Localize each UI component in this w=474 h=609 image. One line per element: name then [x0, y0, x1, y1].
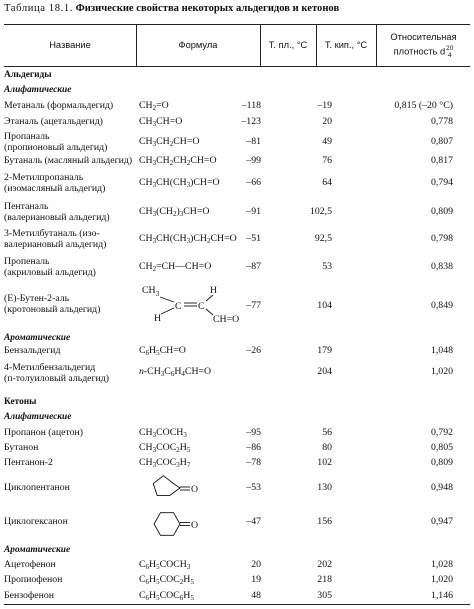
molecular-formula	[139, 116, 182, 127]
formula-part: )CH	[190, 233, 207, 244]
molecular-formula	[139, 233, 237, 244]
oxygen-label: O	[191, 484, 199, 495]
melting-point: –95	[246, 427, 261, 438]
compound-name-line: Этаналь (ацетальдегид)	[4, 116, 103, 127]
formula-subscript: 6	[145, 349, 150, 357]
boiling-point: 92,5	[314, 233, 332, 244]
relative-density: 0,778	[430, 116, 453, 127]
formula-subscript: 3	[179, 210, 184, 218]
formula-part: H	[174, 366, 182, 377]
formula-part: H	[149, 559, 157, 570]
formula-part: H	[183, 590, 191, 601]
formula-part: =CH—CH=O	[156, 261, 212, 272]
carbon-label-left: C	[175, 301, 182, 312]
header-name: Название	[49, 40, 91, 51]
formula-subscript: 5	[156, 594, 160, 602]
methyl-group-label: $CH_3$	[142, 285, 160, 298]
relative-density: 0,809	[430, 457, 453, 468]
relative-density: 0,948	[430, 482, 453, 493]
formula-subscript: 3	[152, 446, 157, 454]
relative-density: 0,807	[430, 136, 453, 147]
formula-part: CH	[139, 233, 153, 244]
molecular-formula	[139, 100, 169, 111]
molecular-formula	[139, 261, 211, 272]
compound-name	[4, 131, 107, 153]
melting-point: –118	[241, 100, 261, 111]
boiling-point: 53	[322, 261, 332, 272]
molecular-formula	[139, 559, 190, 570]
melting-point: –81	[246, 136, 261, 147]
formula-subscript: 3	[152, 461, 157, 469]
compound-name-line: Бензофенон	[4, 590, 55, 601]
formula-subscript: 6	[145, 578, 150, 586]
formula-subscript: 3	[152, 431, 157, 439]
formula-subscript: 7	[186, 461, 191, 469]
formula-part: COC	[159, 590, 180, 601]
melting-point: –77	[246, 300, 261, 311]
formula-subscript: 2	[169, 140, 174, 148]
compound-name	[4, 574, 62, 585]
compound-name	[4, 100, 113, 111]
formula-subscript: 3	[152, 210, 157, 218]
formula-subscript: 5	[156, 349, 160, 357]
compound-name-line: Циклопентанон	[4, 482, 70, 493]
molecular-formula	[139, 155, 217, 166]
formula-subscript: 3	[152, 120, 157, 128]
melting-point: –99	[246, 155, 261, 166]
melting-point: 48	[251, 590, 261, 601]
formula-part: CH=O	[184, 366, 212, 377]
cyclopentane-ring	[153, 476, 180, 496]
formula-subscript: 3	[183, 431, 187, 439]
formula-part: COCH	[156, 427, 184, 438]
boiling-point: 102	[317, 457, 332, 468]
compound-name	[4, 172, 105, 194]
formula-part: )CH=O	[190, 177, 220, 188]
molecular-formula	[139, 136, 199, 147]
formula-part: CH	[139, 427, 153, 438]
compound-name-line: Пропиофенон	[4, 574, 63, 585]
relative-density: 0,794	[430, 177, 453, 188]
cyclohexane-ring	[154, 513, 180, 536]
melting-point: –87	[246, 261, 261, 272]
relative-density: 0,817	[430, 155, 453, 166]
formula-subscript: 3	[152, 181, 157, 189]
formula-part: CH=O	[210, 233, 237, 244]
formula-subscript: 3	[152, 237, 157, 245]
molecular-formula	[139, 442, 190, 453]
boiling-point: 305	[317, 590, 332, 601]
molecular-formula	[139, 366, 211, 377]
header-density-ref: 4	[447, 51, 452, 59]
formula-part: C	[139, 590, 146, 601]
formula-subscript: 2	[176, 446, 180, 454]
relative-density: 0,838	[430, 261, 453, 272]
header-density-line2: плотность d	[393, 46, 446, 57]
formula-subscript: 3	[160, 370, 165, 378]
compound-name	[4, 559, 56, 570]
section-ketones: Кетоны	[4, 397, 37, 407]
aldehyde-group-label: CH=O	[213, 314, 240, 325]
cyclopentanone-structure	[150, 472, 210, 506]
boiling-point: 156	[317, 516, 332, 527]
relative-density: 1,020	[430, 366, 453, 377]
compound-name-line: Бутаналь (масляный альдегид)	[4, 155, 133, 166]
melting-point: –47	[246, 516, 261, 527]
compound-name-line: 4-Метилбензальдегид	[4, 362, 96, 373]
oxygen-label: O	[191, 520, 199, 531]
formula-subscript: 2	[152, 104, 157, 112]
subsection-aromatic-ketones: Ароматические	[4, 545, 71, 555]
formula-subscript: 5	[190, 594, 194, 602]
formula-part: CH	[139, 177, 153, 188]
formula-part: COC	[159, 574, 180, 585]
boiling-point: 20	[322, 116, 332, 127]
compound-name-line: 3-Метилбутаналь (изо-	[4, 228, 100, 239]
table-number: Таблица 18.1.	[4, 3, 73, 14]
formula-subscript: 3	[186, 181, 191, 189]
header-density-line1: Относительная	[390, 32, 457, 43]
formula-subscript: 4	[181, 370, 185, 378]
formula-part: CH=O	[159, 345, 186, 356]
relative-density: 0,947	[430, 516, 453, 527]
header-boiling-point: Т. кип., °С	[324, 40, 368, 51]
formula-subscript: 3	[152, 140, 157, 148]
formula-part: CH(CH	[156, 233, 187, 244]
compound-name-line: (пропионовый альдегид)	[4, 142, 108, 153]
compound-name	[4, 590, 54, 601]
formula-part: H	[179, 442, 187, 453]
compound-name-line: (E)-Бутен-2-аль	[4, 293, 70, 304]
formula-subscript: 3	[152, 159, 157, 167]
formula-part: CH	[173, 155, 187, 166]
boiling-point: 56	[322, 427, 332, 438]
compound-name-line: Бензальдегид	[4, 345, 61, 356]
melting-point: –26	[246, 345, 261, 356]
formula-part: CH	[139, 457, 153, 468]
relative-density: 1,020	[430, 574, 453, 585]
subsection-aromatic-aldehydes: Ароматические	[4, 333, 71, 343]
compound-name-line: Пропанон (ацетон)	[4, 427, 84, 438]
formula-subscript: 3	[186, 237, 191, 245]
formula-subscript: 5	[156, 563, 160, 571]
hydrogen-label-left: H	[154, 313, 162, 324]
compound-name-line: 2-Метилпропаналь	[4, 172, 84, 183]
boiling-point: 218	[317, 574, 332, 585]
formula-part: CH	[139, 155, 153, 166]
boiling-point: 202	[317, 559, 332, 570]
bond-line	[206, 309, 213, 315]
carbon-label-right: C	[198, 301, 205, 312]
formula-subscript: 6	[145, 594, 150, 602]
relative-density: 0,805	[430, 442, 453, 453]
formula-part: CH	[139, 261, 153, 272]
subsection-aliphatic-ketones: Алифатические	[4, 412, 72, 422]
boiling-point: 179	[317, 345, 332, 356]
formula-part: C	[164, 366, 171, 377]
formula-part: п	[139, 366, 144, 377]
compound-name	[4, 442, 38, 453]
formula-part: H	[149, 590, 157, 601]
formula-part: CH(CH	[156, 177, 187, 188]
melting-point: –123	[241, 116, 261, 127]
compound-name-line: (валериановый альдегид)	[4, 212, 110, 223]
melting-point: –66	[246, 177, 261, 188]
compound-name-line: Циклогексанон	[4, 516, 68, 527]
formula-subscript: 5	[190, 578, 194, 586]
boiling-point: 204	[317, 366, 332, 377]
compound-name	[4, 116, 103, 127]
relative-density: 1,028	[430, 559, 453, 570]
molecular-formula	[139, 206, 209, 217]
formula-subscript: 3	[176, 461, 180, 469]
compound-name	[4, 256, 96, 278]
section-aldehydes: Альдегиды	[4, 70, 52, 80]
formula-subscript: 5	[156, 578, 160, 586]
compound-name-line: (п-толуиловый альдегид)	[4, 373, 110, 384]
molecular-formula	[139, 345, 186, 356]
boiling-point: 102,5	[309, 206, 332, 217]
formula-part: CH	[156, 155, 170, 166]
formula-subscript: 2	[169, 159, 174, 167]
formula-subscript: 2	[206, 237, 211, 245]
compound-name-line: (акриловый альдегид)	[4, 267, 96, 278]
formula-subscript: 2	[179, 578, 184, 586]
table-title: Физические свойства некоторых альдегидов и кетонов	[75, 3, 340, 14]
boiling-point: –19	[317, 100, 332, 111]
molecular-formula	[139, 574, 194, 585]
relative-density: 0,849	[430, 300, 453, 311]
melting-point: 20	[251, 559, 261, 570]
formula-subscript: 2	[173, 210, 177, 218]
compound-name	[4, 201, 110, 223]
compound-name	[4, 228, 106, 250]
relative-density: 0,798	[430, 233, 453, 244]
compound-name-line: Метаналь (формальдегид)	[4, 100, 114, 111]
formula-part: -CH	[143, 366, 161, 377]
compound-name-line: Бутанон	[4, 442, 39, 453]
formula-part: CH	[139, 442, 153, 453]
melting-point: 19	[251, 574, 261, 585]
formula-part: CH=O	[156, 116, 183, 127]
cyclohexanone-structure	[150, 506, 210, 542]
formula-part: =O	[156, 100, 169, 111]
formula-part: H	[179, 457, 187, 468]
table-header	[4, 24, 470, 67]
header-formula: Формула	[178, 40, 218, 51]
header-melting-point: Т. пл., °С	[268, 40, 308, 51]
formula-part: CH	[156, 136, 170, 147]
relative-density: 0,792	[430, 427, 453, 438]
compound-name	[4, 155, 132, 166]
compound-name-line: Пентаналь	[4, 201, 49, 212]
bond-line	[160, 297, 174, 302]
formula-part: CH	[139, 206, 153, 217]
formula-part: )	[176, 206, 180, 217]
boiling-point: 64	[322, 177, 332, 188]
melting-point: –91	[246, 206, 261, 217]
compound-name-line: (кротоновый альдегид)	[4, 304, 101, 315]
compound-name-line: Пропеналь	[4, 256, 50, 267]
compound-name	[4, 457, 53, 468]
compound-name-line: валериановый альдегид)	[4, 239, 107, 250]
hydrogen-label-right: H	[210, 285, 218, 296]
table-bottom-rule	[4, 604, 470, 605]
formula-subscript: 2	[186, 159, 191, 167]
molecular-formula	[139, 427, 187, 438]
bond-line	[161, 308, 174, 314]
formula-part: CH=O	[190, 155, 217, 166]
melting-point: –86	[246, 442, 261, 453]
compound-name	[4, 516, 68, 527]
formula-part: CH	[139, 136, 153, 147]
formula-subscript: 6	[170, 370, 175, 378]
formula-part: CH=O	[173, 136, 200, 147]
molecular-formula	[139, 177, 220, 188]
formula-part: C	[139, 574, 146, 585]
molecular-formula	[139, 590, 194, 601]
formula-part: C	[139, 345, 146, 356]
formula-part: H	[149, 345, 157, 356]
header-density-temp: 20	[446, 44, 454, 52]
table-caption	[4, 3, 470, 14]
molecular-formula	[139, 457, 190, 468]
melting-point: –53	[246, 482, 261, 493]
compound-name-line: Пентанон-2	[4, 457, 53, 468]
formula-part: CH	[139, 116, 153, 127]
relative-density: 0,809	[430, 206, 453, 217]
formula-subscript: 5	[186, 446, 191, 454]
formula-part: H	[149, 574, 157, 585]
compound-name	[4, 362, 109, 384]
formula-part: H	[183, 574, 191, 585]
compound-name-line: (изомасляный альдегид)	[4, 183, 106, 194]
header-density	[377, 25, 470, 66]
crotonaldehyde-structure	[140, 283, 250, 327]
compound-name	[4, 293, 100, 315]
compound-name	[4, 427, 83, 438]
relative-density: 1,146	[430, 590, 453, 601]
compound-name	[4, 482, 70, 493]
compound-name	[4, 345, 60, 356]
boiling-point: 104	[317, 300, 332, 311]
boiling-point: 130	[317, 482, 332, 493]
melting-point: –78	[246, 457, 261, 468]
melting-point: –51	[246, 233, 261, 244]
formula-part: CH=O	[183, 206, 210, 217]
formula-part: (CH	[156, 206, 173, 217]
compound-name-line: Пропаналь	[4, 131, 50, 142]
formula-part: COC	[156, 442, 177, 453]
boiling-point: 76	[322, 155, 332, 166]
formula-part: C	[139, 559, 146, 570]
boiling-point: 80	[322, 442, 332, 453]
relative-density: 0,815 (–20 °C)	[394, 100, 453, 111]
formula-subscript: 6	[179, 594, 184, 602]
formula-part: COC	[156, 457, 177, 468]
subsection-aliphatic-aldehydes: Алифатические	[4, 85, 72, 95]
compound-name-line: Ацетофенон	[4, 559, 56, 570]
formula-subscript: 3	[186, 563, 191, 571]
formula-subscript: 6	[145, 563, 150, 571]
formula-part: CH	[139, 100, 153, 111]
formula-part: COCH	[159, 559, 187, 570]
formula-subscript: 2	[152, 265, 157, 273]
boiling-point: 49	[322, 136, 332, 147]
relative-density: 1,048	[430, 345, 453, 356]
